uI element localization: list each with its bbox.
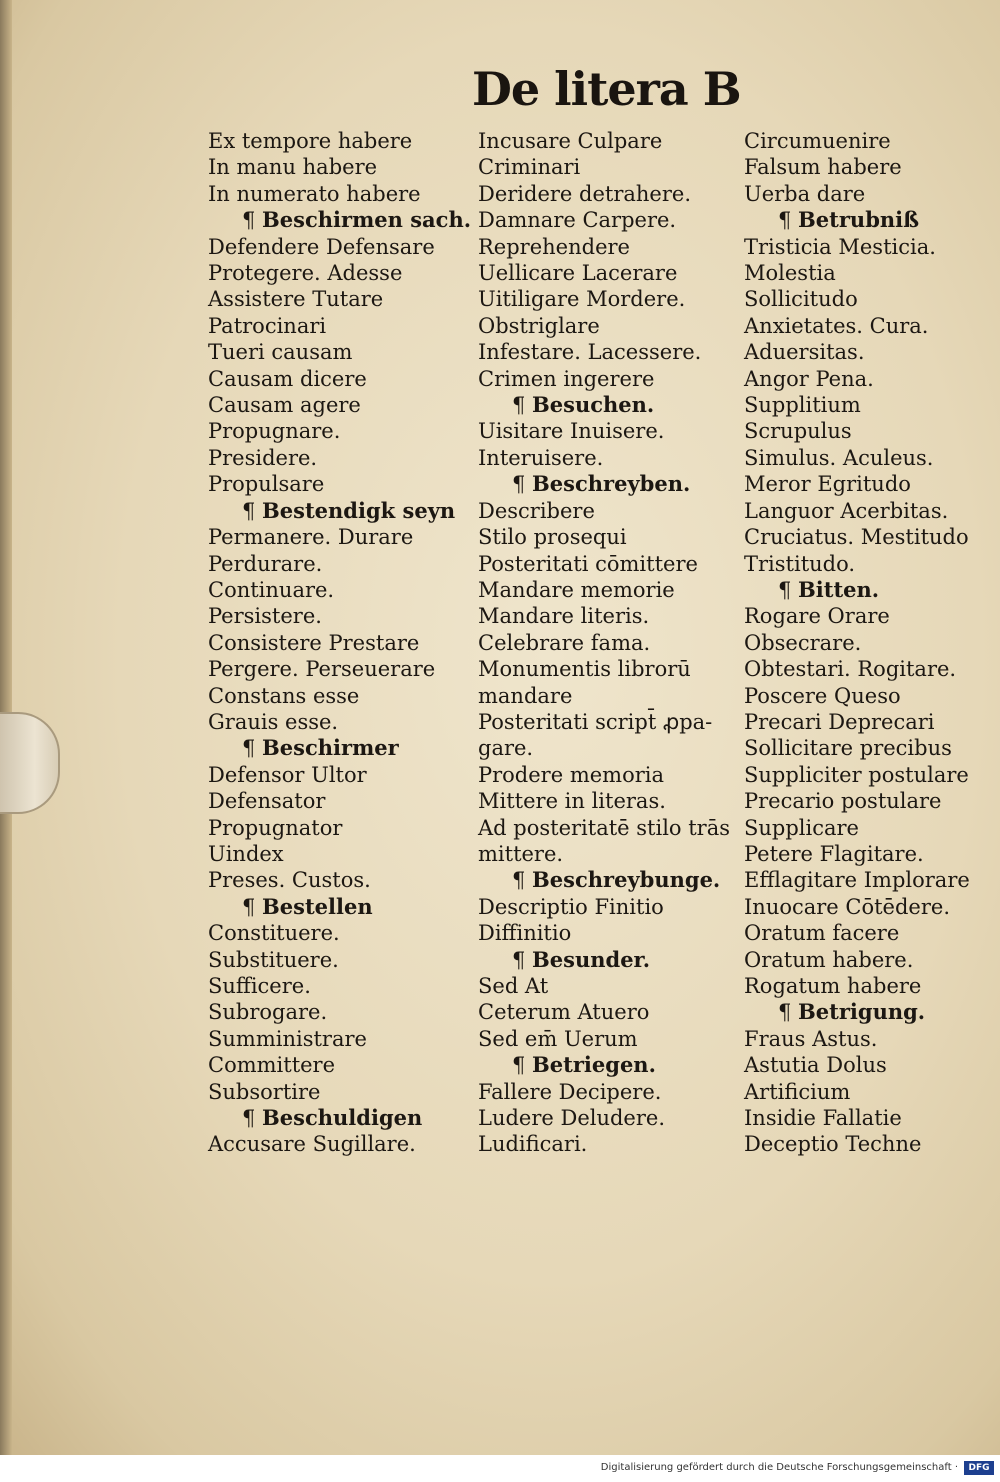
page-title: De litera B	[472, 62, 741, 116]
text-column-2	[478, 128, 740, 1158]
text-line: Tristitudo.	[744, 551, 856, 576]
text-line: Mandare memorie	[478, 577, 675, 602]
section-heading: ¶ Beschirmer	[208, 735, 470, 761]
text-line: Stilo prosequi	[478, 525, 627, 550]
text-line: Cruciatus. Mestitudo	[744, 525, 969, 550]
text-line: mandare	[478, 683, 573, 708]
text-line: Petere Flagitare.	[744, 841, 924, 866]
section-heading: ¶ Betrubniß	[744, 207, 994, 233]
text-line: Propugnare.	[208, 419, 341, 444]
text-line: Celebrare fama.	[478, 630, 651, 655]
text-line: Consistere Prestare	[208, 630, 420, 655]
text-line: Precario postulare	[744, 789, 942, 814]
text-line: Uindex	[208, 841, 284, 866]
text-line: Reprehendere	[478, 234, 630, 259]
section-heading: ¶ Beschirmen sach.	[208, 207, 470, 233]
text-line: Supplitium	[744, 393, 861, 418]
text-line: Defensator	[208, 789, 326, 814]
text-line: Assistere Tutare	[208, 287, 384, 312]
text-line: Damnare Carpere.	[478, 208, 677, 233]
text-line: Meror Egritudo	[744, 472, 911, 497]
footer-bar	[0, 1455, 1000, 1482]
text-line: In numerato habere	[208, 181, 421, 206]
text-line: Ludere Deludere.	[478, 1106, 666, 1131]
text-line: Obstriglare	[478, 313, 600, 338]
text-line: Prodere memoria	[478, 762, 664, 787]
section-heading: ¶ Beschuldigen	[208, 1105, 470, 1131]
text-line: Simulus. Aculeus.	[744, 445, 934, 470]
text-line: Mittere in literas.	[478, 789, 666, 814]
text-line: Anxietates. Cura.	[744, 313, 929, 338]
text-line: Angor Pena.	[744, 366, 874, 391]
page-clip	[0, 712, 60, 814]
text-line: Perdurare.	[208, 551, 323, 576]
text-line: Propulsare	[208, 472, 325, 497]
text-line: Sufficere.	[208, 974, 311, 998]
text-line: Suppliciter postulare	[744, 762, 969, 787]
text-line: Pergere. Perseuerare	[208, 657, 436, 682]
text-column-3	[744, 128, 994, 1158]
text-line: Languor Acerbitas.	[744, 498, 949, 523]
text-line: Defendere Defensare	[208, 234, 435, 259]
text-line: Posteritati script̄ ꝓpa-	[478, 709, 713, 734]
text-line: Crimen ingerere	[478, 366, 655, 391]
text-line: Artificium	[744, 1079, 851, 1104]
text-line: Oratum habere.	[744, 947, 914, 972]
text-line: Oratum facere	[744, 921, 900, 946]
text-line: Causam agere	[208, 393, 361, 418]
text-line: Presidere.	[208, 445, 318, 470]
text-line: Protegere. Adesse	[208, 261, 403, 286]
text-line: Subrogare.	[208, 1000, 328, 1025]
text-line: Mandare literis.	[478, 604, 650, 629]
text-column-1	[208, 128, 470, 1158]
text-line: Constituere.	[208, 921, 340, 946]
text-line: Sed em̄ Uerum	[478, 1026, 638, 1051]
text-line: Deridere detrahere.	[478, 181, 691, 206]
text-line: Tristicia Mesticia.	[744, 234, 936, 259]
text-line: Ex tempore habere	[208, 129, 413, 153]
text-line: Sollicitare precibus	[744, 736, 952, 761]
text-line: Circumuenire	[744, 129, 891, 153]
text-line: Uisitare Inuisere.	[478, 419, 665, 444]
text-line: Infestare. Lacessere.	[478, 340, 702, 365]
text-line: Sed At	[478, 974, 549, 998]
text-line: Interuisere.	[478, 445, 604, 470]
text-line: Preses. Custos.	[208, 868, 371, 893]
text-line: Patrocinari	[208, 313, 327, 338]
text-line: mittere.	[478, 841, 564, 866]
text-line: Propugnator	[208, 815, 343, 840]
text-line: Incusare Culpare	[478, 129, 663, 153]
section-heading: ¶ Beschreybunge.	[478, 867, 740, 893]
text-line: Sumministrare	[208, 1026, 367, 1051]
text-line: Inuocare Cōtēdere.	[744, 894, 951, 919]
text-line: In manu habere	[208, 155, 378, 180]
text-line: Obsecrare.	[744, 630, 862, 655]
text-line: Criminari	[478, 155, 581, 180]
text-line: Efflagitare Implorare	[744, 868, 970, 893]
text-line: Supplicare	[744, 815, 859, 840]
text-line: Monumentis librorū	[478, 657, 691, 682]
section-heading: ¶ Betrigung.	[744, 999, 994, 1025]
text-line: Describere	[478, 498, 595, 523]
dfg-logo: DFG	[964, 1461, 994, 1475]
text-line: gare.	[478, 736, 534, 761]
text-line: Committere	[208, 1053, 336, 1078]
section-heading: ¶ Bitten.	[744, 577, 994, 603]
text-line: Grauis esse.	[208, 709, 339, 734]
text-line: Descriptio Finitio	[478, 894, 664, 919]
text-line: Subsortire	[208, 1079, 321, 1104]
text-line: Uerba dare	[744, 181, 866, 206]
section-heading: ¶ Bestendigk seyn	[208, 498, 470, 524]
text-line: Tueri causam	[208, 340, 353, 365]
text-line: Accusare Sugillare.	[208, 1132, 416, 1157]
footer-credit: Digitalisierung gefördert durch die Deutsche Forschungsgemeinschaft ·	[600, 1462, 958, 1473]
text-line: Obtestari. Rogitare.	[744, 657, 957, 682]
text-line: Scrupulus	[744, 419, 852, 444]
text-line: Deceptio Techne	[744, 1132, 922, 1157]
text-line: Rogare Orare	[744, 604, 890, 629]
text-line: Aduersitas.	[744, 340, 865, 365]
section-heading: ¶ Beschreyben.	[478, 471, 740, 497]
text-line: Persistere.	[208, 604, 322, 629]
text-line: Ludificari.	[478, 1132, 588, 1157]
text-line: Uitiligare Mordere.	[478, 287, 686, 312]
text-line: Fraus Astus.	[744, 1026, 878, 1051]
text-line: Sollicitudo	[744, 287, 858, 312]
text-line: Precari Deprecari	[744, 709, 935, 734]
text-line: Molestia	[744, 261, 836, 286]
text-line: Astutia Dolus	[744, 1053, 887, 1078]
text-line: Continuare.	[208, 577, 335, 602]
text-line: Insidie Fallatie	[744, 1106, 902, 1131]
section-heading: ¶ Besunder.	[478, 947, 740, 973]
text-line: Uellicare Lacerare	[478, 261, 678, 286]
text-line: Poscere Queso	[744, 683, 901, 708]
section-heading: ¶ Betriegen.	[478, 1052, 740, 1078]
text-line: Defensor Ultor	[208, 762, 367, 787]
text-line: Fallere Decipere.	[478, 1079, 662, 1104]
text-line: Substituere.	[208, 947, 339, 972]
text-line: Ad posteritatē stilo trās	[478, 815, 731, 840]
section-heading: ¶ Bestellen	[208, 894, 470, 920]
text-line: Ceterum Atuero	[478, 1000, 650, 1025]
text-line: Permanere. Durare	[208, 525, 414, 550]
text-line: Diffinitio	[478, 921, 572, 946]
section-heading: ¶ Besuchen.	[478, 392, 740, 418]
text-line: Rogatum habere	[744, 974, 922, 998]
text-line: Posteritati cōmittere	[478, 551, 698, 576]
text-line: Falsum habere	[744, 155, 902, 180]
text-line: Causam dicere	[208, 366, 367, 391]
text-line: Constans esse	[208, 683, 360, 708]
